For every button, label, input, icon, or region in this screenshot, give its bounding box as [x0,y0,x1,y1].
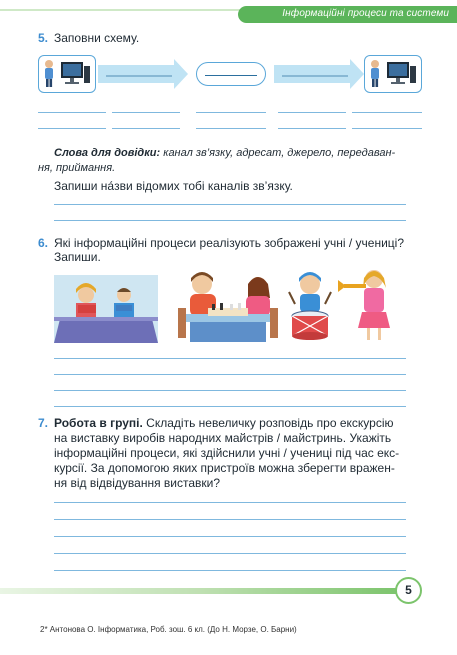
task7-number: 7. [38,416,49,430]
communication-scheme [38,55,422,95]
answer-line[interactable] [38,112,106,113]
answer-line[interactable] [54,204,406,205]
task7-line4: курсії. За допомогою яких пристроїв можна зберегти вражен- [54,461,395,475]
answer-line[interactable] [54,570,406,571]
answer-line[interactable] [54,374,406,375]
hint-label: Слова для довідки: [54,147,161,159]
task7-line3: інформаційні процеси, які здійснили учні / учениці під час екс- [54,446,400,460]
page-number: 5 [395,577,422,604]
chess-students-illustration [178,268,278,344]
footer-strip [0,588,400,594]
task5-number: 5. [38,31,49,45]
answer-line[interactable] [196,128,266,129]
hint-words: канал зв’язку, адресат, джерело, передаван- [160,147,396,159]
answer-line[interactable] [112,112,180,113]
task7-line5: ня від відвідування виставки? [54,476,221,490]
header-ribbon [238,6,457,23]
receiver-box [364,55,422,93]
trumpet-student-illustration [336,266,394,344]
answer-line[interactable] [112,128,180,129]
hint-words-cont: ня, приймання. [38,162,116,174]
answer-line[interactable] [38,128,106,129]
channel-oval [196,62,266,86]
answer-line[interactable] [54,553,406,554]
task6-question-line2: Запиши. [54,250,101,264]
task7-line1-text: Складіть невеличку розповідь про екскурсію [142,416,394,430]
answer-line[interactable] [54,536,406,537]
header-title: Інформаційні процеси та системи [282,8,449,19]
task6-number: 6. [38,236,49,250]
header-rule [0,9,240,11]
footer-text: 2* Антонова О. Інформатика, Роб. зош. 6 кл. (До Н. Морзе, О. Барни) [40,625,297,634]
source-box [38,55,96,93]
answer-line[interactable] [54,502,406,503]
person-computer-icon [365,56,420,91]
answer-line[interactable] [196,112,266,113]
answer-line[interactable] [352,128,422,129]
answer-line[interactable] [54,390,406,391]
task7-bold-lead: Робота в групі. [54,416,143,430]
answer-line[interactable] [278,112,346,113]
answer-line[interactable] [54,406,406,407]
arrow-icon [98,59,188,89]
task6-question-line1: Які інформаційні процеси реалізують зображені учні / учениці? [54,236,404,250]
person-computer-icon [39,56,94,91]
task7-line2: на виставку виробів народних майстрів / майстринь. Укажіть [54,431,392,445]
reading-students-illustration [54,275,158,343]
answer-line[interactable] [278,128,346,129]
task5-hint [54,146,424,161]
task7-line1 [54,416,424,431]
answer-line[interactable] [54,519,406,520]
answer-line[interactable] [54,358,406,359]
task5-instruction: Заповни схему. [54,31,140,45]
answer-line[interactable] [54,220,406,221]
arrow-icon [274,59,364,89]
drum-student-illustration [287,270,333,342]
answer-line[interactable] [352,112,422,113]
task5-question: Запиши на́зви відомих тобі каналів зв’язку. [54,179,293,193]
